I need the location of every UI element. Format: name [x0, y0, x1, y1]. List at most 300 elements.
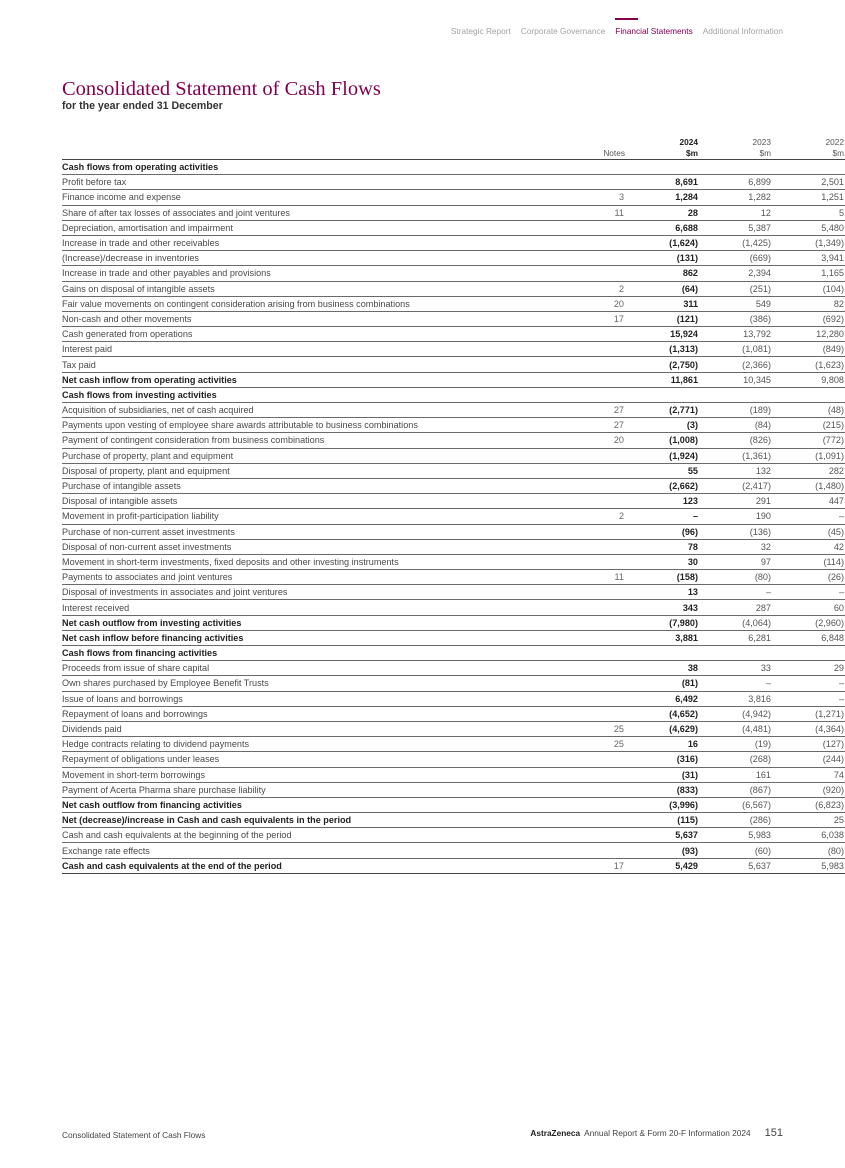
- header-2023: [699, 136, 772, 160]
- value-2024: (833): [626, 782, 699, 797]
- value-2024: 13: [626, 585, 699, 600]
- value-2022: 12,280: [772, 327, 845, 342]
- header-label-cell: [62, 136, 538, 160]
- table-row: [62, 463, 845, 478]
- row-notes: [538, 342, 626, 357]
- footer-section-title: Consolidated Statement of Cash Flows: [62, 1130, 206, 1140]
- value-2023: 1,282: [699, 190, 772, 205]
- value-2023: 13,792: [699, 327, 772, 342]
- row-notes: 11: [538, 205, 626, 220]
- table-row: [62, 828, 845, 843]
- value-2024: 6,688: [626, 220, 699, 235]
- header-2022: [772, 136, 845, 160]
- value-2023: [699, 387, 772, 402]
- value-2023: (136): [699, 524, 772, 539]
- total-row: [62, 797, 845, 812]
- value-2023: (60): [699, 843, 772, 858]
- value-2023: 6,281: [699, 630, 772, 645]
- row-label: Movement in short-term investments, fixed deposits and other investing instruments: [62, 554, 538, 569]
- table-row: [62, 357, 845, 372]
- value-2023: 97: [699, 554, 772, 569]
- value-2022: 29: [772, 661, 845, 676]
- value-2022: 5: [772, 205, 845, 220]
- row-notes: 2: [538, 281, 626, 296]
- row-notes: 11: [538, 570, 626, 585]
- value-2024: (121): [626, 311, 699, 326]
- row-label: Acquisition of subsidiaries, net of cash acquired: [62, 403, 538, 418]
- row-label: Repayment of obligations under leases: [62, 752, 538, 767]
- value-2022: (45): [772, 524, 845, 539]
- value-2024: [626, 646, 699, 661]
- value-2023: 291: [699, 494, 772, 509]
- value-2022: (1,623): [772, 357, 845, 372]
- value-2024: (96): [626, 524, 699, 539]
- value-2022: [772, 160, 845, 175]
- value-2022: (1,271): [772, 706, 845, 721]
- table-row: [62, 403, 845, 418]
- value-2022: 74: [772, 767, 845, 782]
- row-notes: [538, 266, 626, 281]
- row-notes: 2: [538, 509, 626, 524]
- row-label: Hedge contracts relating to dividend payments: [62, 737, 538, 752]
- header-notes: Notes: [538, 136, 626, 160]
- value-2023: (2,417): [699, 478, 772, 493]
- row-label: Payments upon vesting of employee share awards attributable to business combinations: [62, 418, 538, 433]
- row-notes: [538, 828, 626, 843]
- value-2024: (2,750): [626, 357, 699, 372]
- row-label: Net cash outflow from investing activities: [62, 615, 538, 630]
- value-2024: 55: [626, 463, 699, 478]
- value-2023: 5,387: [699, 220, 772, 235]
- value-2023: 5,983: [699, 828, 772, 843]
- row-notes: 25: [538, 721, 626, 736]
- row-notes: 17: [538, 311, 626, 326]
- value-2023: (251): [699, 281, 772, 296]
- page-subtitle: for the year ended 31 December: [62, 100, 223, 112]
- value-2022: (215): [772, 418, 845, 433]
- row-label: Disposal of investments in associates and joint ventures: [62, 585, 538, 600]
- value-2024: (31): [626, 767, 699, 782]
- value-2023: (268): [699, 752, 772, 767]
- row-notes: [538, 691, 626, 706]
- value-2024: 1,284: [626, 190, 699, 205]
- table-row: [62, 721, 845, 736]
- value-2024: (316): [626, 752, 699, 767]
- total-row: [62, 372, 845, 387]
- value-2023: [699, 646, 772, 661]
- row-label: Own shares purchased by Employee Benefit Trusts: [62, 676, 538, 691]
- row-label: Movement in short-term borrowings: [62, 767, 538, 782]
- value-2023: 287: [699, 600, 772, 615]
- row-label: Purchase of intangible assets: [62, 478, 538, 493]
- row-label: Cash flows from investing activities: [62, 387, 538, 402]
- row-notes: [538, 797, 626, 812]
- table-row: [62, 175, 845, 190]
- value-2022: 60: [772, 600, 845, 615]
- row-notes: [538, 448, 626, 463]
- value-2023: –: [699, 676, 772, 691]
- value-2024: 5,637: [626, 828, 699, 843]
- value-2023: 5,637: [699, 858, 772, 873]
- footer-report-name: Annual Report & Form 20-F Information 2024: [584, 1128, 751, 1138]
- value-2023: (669): [699, 251, 772, 266]
- value-2022: –: [772, 676, 845, 691]
- row-label: Disposal of property, plant and equipment: [62, 463, 538, 478]
- row-label: Disposal of non-current asset investments: [62, 539, 538, 554]
- value-2022: –: [772, 585, 845, 600]
- header-unit-2022: $m: [832, 147, 844, 158]
- value-2024: (4,629): [626, 721, 699, 736]
- table-row: [62, 235, 845, 250]
- row-notes: [538, 387, 626, 402]
- value-2024: (7,980): [626, 615, 699, 630]
- table-row: [62, 737, 845, 752]
- row-label: Increase in trade and other payables and provisions: [62, 266, 538, 281]
- row-notes: 3: [538, 190, 626, 205]
- value-2022: (6,823): [772, 797, 845, 812]
- row-notes: [538, 585, 626, 600]
- value-2022: 5,480: [772, 220, 845, 235]
- value-2024: 3,881: [626, 630, 699, 645]
- table-row: [62, 782, 845, 797]
- row-label: Purchase of non-current asset investments: [62, 524, 538, 539]
- value-2022: 42: [772, 539, 845, 554]
- row-label: Tax paid: [62, 357, 538, 372]
- value-2023: 161: [699, 767, 772, 782]
- row-notes: [538, 676, 626, 691]
- row-label: Exchange rate effects: [62, 843, 538, 858]
- value-2024: (2,662): [626, 478, 699, 493]
- row-notes: [538, 235, 626, 250]
- table-row: [62, 661, 845, 676]
- value-2022: (2,960): [772, 615, 845, 630]
- value-2022: (1,091): [772, 448, 845, 463]
- value-2024: [626, 387, 699, 402]
- value-2022: (48): [772, 403, 845, 418]
- table-row: [62, 570, 845, 585]
- value-2024: (115): [626, 813, 699, 828]
- table-body: [62, 160, 845, 874]
- value-2022: (80): [772, 843, 845, 858]
- row-notes: [538, 175, 626, 190]
- row-label: Profit before tax: [62, 175, 538, 190]
- row-label: Payments to associates and joint ventures: [62, 570, 538, 585]
- row-notes: [538, 463, 626, 478]
- table-row: [62, 418, 845, 433]
- table-row: [62, 676, 845, 691]
- section-header-row: [62, 387, 845, 402]
- value-2023: (286): [699, 813, 772, 828]
- value-2023: (1,361): [699, 448, 772, 463]
- value-2022: 6,848: [772, 630, 845, 645]
- value-2024: 6,492: [626, 691, 699, 706]
- row-label: Share of after tax losses of associates and joint ventures: [62, 205, 538, 220]
- value-2024: (1,924): [626, 448, 699, 463]
- row-notes: [538, 220, 626, 235]
- table-header-row: [62, 136, 845, 160]
- value-2023: 12: [699, 205, 772, 220]
- value-2022: 82: [772, 296, 845, 311]
- table-row: [62, 327, 845, 342]
- value-2022: [772, 646, 845, 661]
- row-notes: [538, 646, 626, 661]
- value-2022: 2,501: [772, 175, 845, 190]
- value-2022: –: [772, 509, 845, 524]
- row-label: Finance income and expense: [62, 190, 538, 205]
- table-row: [62, 524, 845, 539]
- value-2024: 78: [626, 539, 699, 554]
- value-2022: (26): [772, 570, 845, 585]
- row-label: Non-cash and other movements: [62, 311, 538, 326]
- value-2023: (2,366): [699, 357, 772, 372]
- value-2023: (4,481): [699, 721, 772, 736]
- value-2022: 9,808: [772, 372, 845, 387]
- value-2024: 5,429: [626, 858, 699, 873]
- row-label: Cash flows from financing activities: [62, 646, 538, 661]
- row-label: Cash and cash equivalents at the end of the period: [62, 858, 538, 873]
- table-row: [62, 706, 845, 721]
- value-2024: (158): [626, 570, 699, 585]
- row-notes: 20: [538, 433, 626, 448]
- row-notes: [538, 357, 626, 372]
- row-notes: [538, 494, 626, 509]
- row-notes: [538, 661, 626, 676]
- row-label: Cash generated from operations: [62, 327, 538, 342]
- total-row: [62, 858, 845, 873]
- value-2024: (1,008): [626, 433, 699, 448]
- value-2022: (244): [772, 752, 845, 767]
- row-label: Cash and cash equivalents at the beginning of the period: [62, 828, 538, 843]
- value-2022: 1,251: [772, 190, 845, 205]
- table-row: [62, 342, 845, 357]
- value-2023: 2,394: [699, 266, 772, 281]
- value-2023: 132: [699, 463, 772, 478]
- value-2023: 33: [699, 661, 772, 676]
- row-notes: [538, 251, 626, 266]
- row-label: Increase in trade and other receivables: [62, 235, 538, 250]
- value-2023: (84): [699, 418, 772, 433]
- value-2023: [699, 160, 772, 175]
- value-2022: 282: [772, 463, 845, 478]
- table-row: [62, 251, 845, 266]
- value-2024: 38: [626, 661, 699, 676]
- value-2022: 5,983: [772, 858, 845, 873]
- header-year-2024: 2024: [679, 137, 698, 147]
- row-label: Interest received: [62, 600, 538, 615]
- table-row: [62, 205, 845, 220]
- nav-corporate-governance[interactable]: Corporate Governance: [520, 26, 606, 36]
- row-notes: [538, 767, 626, 782]
- table-row: [62, 448, 845, 463]
- row-label: Net cash inflow before financing activities: [62, 630, 538, 645]
- value-2022: 1,165: [772, 266, 845, 281]
- row-label: Dividends paid: [62, 721, 538, 736]
- section-nav: [451, 26, 783, 36]
- value-2022: 447: [772, 494, 845, 509]
- value-2024: 343: [626, 600, 699, 615]
- table-row: [62, 190, 845, 205]
- table-row: [62, 585, 845, 600]
- table-row: [62, 478, 845, 493]
- value-2023: 10,345: [699, 372, 772, 387]
- value-2022: (920): [772, 782, 845, 797]
- value-2023: (1,081): [699, 342, 772, 357]
- value-2022: (1,349): [772, 235, 845, 250]
- row-label: Payment of contingent consideration from business combinations: [62, 433, 538, 448]
- table-row: [62, 691, 845, 706]
- value-2022: (692): [772, 311, 845, 326]
- value-2022: (114): [772, 554, 845, 569]
- row-label: Disposal of intangible assets: [62, 494, 538, 509]
- value-2023: (826): [699, 433, 772, 448]
- cash-flow-table: [62, 136, 845, 874]
- row-notes: [538, 600, 626, 615]
- page-number: 151: [764, 1127, 783, 1139]
- table-row: [62, 843, 845, 858]
- row-notes: 27: [538, 418, 626, 433]
- value-2023: 190: [699, 509, 772, 524]
- value-2022: –: [772, 691, 845, 706]
- table-row: [62, 296, 845, 311]
- value-2024: –: [626, 509, 699, 524]
- row-notes: [538, 372, 626, 387]
- header-year-2023: 2023: [752, 137, 771, 147]
- total-row: [62, 615, 845, 630]
- value-2022: 6,038: [772, 828, 845, 843]
- table-row: [62, 220, 845, 235]
- value-2023: (189): [699, 403, 772, 418]
- table-row: [62, 311, 845, 326]
- footer-report-info: [530, 1127, 783, 1139]
- value-2022: (127): [772, 737, 845, 752]
- nav-financial-statements[interactable]: Financial Statements: [615, 26, 693, 36]
- value-2022: (4,364): [772, 721, 845, 736]
- value-2024: 15,924: [626, 327, 699, 342]
- row-notes: [538, 524, 626, 539]
- value-2023: 6,899: [699, 175, 772, 190]
- row-label: Repayment of loans and borrowings: [62, 706, 538, 721]
- table-row: [62, 509, 845, 524]
- section-header-row: [62, 160, 845, 175]
- row-notes: 25: [538, 737, 626, 752]
- row-notes: [538, 478, 626, 493]
- table-row: [62, 266, 845, 281]
- row-notes: [538, 554, 626, 569]
- row-notes: [538, 752, 626, 767]
- row-notes: [538, 615, 626, 630]
- row-label: Net cash inflow from operating activities: [62, 372, 538, 387]
- table-row: [62, 539, 845, 554]
- value-2024: (4,652): [626, 706, 699, 721]
- value-2024: 11,861: [626, 372, 699, 387]
- footer-brand: AstraZeneca: [530, 1128, 581, 1138]
- nav-strategic-report[interactable]: Strategic Report: [450, 26, 511, 36]
- nav-additional-information[interactable]: Additional Information: [702, 26, 783, 36]
- value-2023: (80): [699, 570, 772, 585]
- total-row: [62, 630, 845, 645]
- header-year-2022: 2022: [825, 137, 844, 147]
- row-notes: [538, 539, 626, 554]
- table-row: [62, 554, 845, 569]
- row-label: Fair value movements on contingent consideration arising from business combinations: [62, 296, 538, 311]
- value-2022: (849): [772, 342, 845, 357]
- value-2024: (64): [626, 281, 699, 296]
- row-notes: [538, 327, 626, 342]
- row-label: Movement in profit-participation liability: [62, 509, 538, 524]
- total-row: [62, 813, 845, 828]
- table-row: [62, 767, 845, 782]
- value-2022: 25: [772, 813, 845, 828]
- row-label: Net (decrease)/increase in Cash and cash equivalents in the period: [62, 813, 538, 828]
- row-notes: [538, 160, 626, 175]
- value-2023: (867): [699, 782, 772, 797]
- section-header-row: [62, 646, 845, 661]
- table-row: [62, 494, 845, 509]
- value-2024: (1,624): [626, 235, 699, 250]
- header-unit-2023: $m: [759, 147, 771, 158]
- table-row: [62, 600, 845, 615]
- value-2022: [772, 387, 845, 402]
- header-unit-2024: $m: [686, 147, 698, 158]
- page-title: Consolidated Statement of Cash Flows: [62, 78, 381, 100]
- row-notes: [538, 813, 626, 828]
- value-2024: (93): [626, 843, 699, 858]
- value-2024: 8,691: [626, 175, 699, 190]
- value-2024: (81): [626, 676, 699, 691]
- value-2024: 16: [626, 737, 699, 752]
- value-2023: (386): [699, 311, 772, 326]
- table-row: [62, 281, 845, 296]
- table-row: [62, 433, 845, 448]
- value-2024: 123: [626, 494, 699, 509]
- value-2024: (3,996): [626, 797, 699, 812]
- row-notes: 27: [538, 403, 626, 418]
- value-2022: 3,941: [772, 251, 845, 266]
- value-2023: 549: [699, 296, 772, 311]
- row-label: Depreciation, amortisation and impairment: [62, 220, 538, 235]
- row-notes: [538, 782, 626, 797]
- value-2023: 3,816: [699, 691, 772, 706]
- row-notes: [538, 706, 626, 721]
- value-2024: 311: [626, 296, 699, 311]
- value-2024: 28: [626, 205, 699, 220]
- row-label: Purchase of property, plant and equipment: [62, 448, 538, 463]
- row-label: Gains on disposal of intangible assets: [62, 281, 538, 296]
- row-notes: [538, 630, 626, 645]
- value-2023: (4,064): [699, 615, 772, 630]
- value-2024: (3): [626, 418, 699, 433]
- row-notes: 17: [538, 858, 626, 873]
- value-2023: (19): [699, 737, 772, 752]
- value-2024: 862: [626, 266, 699, 281]
- value-2023: (4,942): [699, 706, 772, 721]
- row-notes: 20: [538, 296, 626, 311]
- row-label: Payment of Acerta Pharma share purchase liability: [62, 782, 538, 797]
- value-2023: (1,425): [699, 235, 772, 250]
- value-2024: (2,771): [626, 403, 699, 418]
- row-label: Interest paid: [62, 342, 538, 357]
- value-2023: 32: [699, 539, 772, 554]
- header-2024: [626, 136, 699, 160]
- value-2023: –: [699, 585, 772, 600]
- value-2022: (772): [772, 433, 845, 448]
- row-label: (Increase)/decrease in inventories: [62, 251, 538, 266]
- row-label: Issue of loans and borrowings: [62, 691, 538, 706]
- value-2024: (1,313): [626, 342, 699, 357]
- row-label: Cash flows from operating activities: [62, 160, 538, 175]
- value-2024: (131): [626, 251, 699, 266]
- row-notes: [538, 843, 626, 858]
